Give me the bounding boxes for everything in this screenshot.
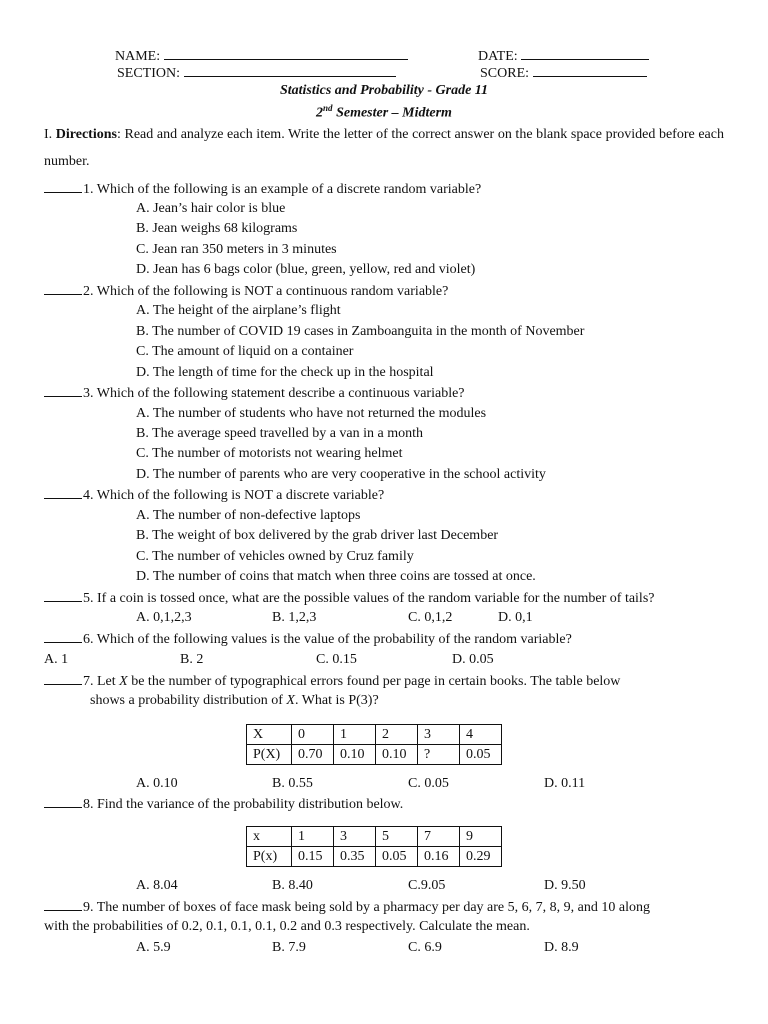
q8-option-a: A. 8.04: [136, 878, 178, 893]
semester-number: 2: [316, 105, 324, 121]
question-9-stem: 9. The number of boxes of face mask being sold by a pharmacy per day are 5, 6, 7, 8, 9, and 10 along: [83, 900, 650, 915]
answer-blank-7[interactable]: [44, 672, 82, 685]
q2-option-a: A. The height of the airplane’s flight: [136, 303, 341, 318]
table-cell: 0.10: [376, 745, 418, 765]
q6-option-b: B. 2: [180, 652, 204, 667]
table-cell: X: [247, 725, 292, 745]
question-7-stem2-b: . What is P(3)?: [294, 693, 379, 708]
q3-option-d: D. The number of parents who are very cooperative in the school activity: [136, 467, 546, 482]
q6-option-a: A. 1: [44, 652, 69, 667]
answer-blank-4[interactable]: [44, 486, 82, 499]
table-row: [247, 827, 502, 847]
table-cell: P(x): [247, 847, 292, 867]
q5-option-d: D. 0,1: [498, 610, 533, 625]
q1-option-a: A. Jean’s hair color is blue: [136, 201, 286, 216]
q2-option-d: D. The length of time for the check up in the hospital: [136, 365, 434, 380]
table-cell: 0.05: [376, 847, 418, 867]
q4-option-b: B. The weight of box delivered by the grab driver last December: [136, 528, 499, 543]
table-cell: P(X): [247, 745, 292, 765]
directions-text: : Read and analyze each item. Write the letter of the correct answer on the blank space provided before each number.: [44, 127, 724, 169]
q7-option-c: C. 0.05: [408, 776, 449, 791]
question-7-variable-2: X: [286, 693, 295, 708]
score-input-line[interactable]: [533, 64, 647, 77]
table-cell: 0.16: [418, 847, 460, 867]
question-9: [44, 898, 650, 917]
question-9-line-2: with the probabilities of 0.2, 0.1, 0.1, 0.1, 0.2 and 0.3 respectively. Calculate the mean.: [44, 919, 530, 934]
question-2-stem: 2. Which of the following is NOT a continuous random variable?: [83, 284, 449, 299]
question-5-stem: 5. If a coin is tossed once, what are the possible values of the random variable for the number of tails?: [83, 591, 655, 606]
table-row: [247, 745, 502, 765]
question-7-line-2: [90, 692, 379, 710]
table-cell: 5: [376, 827, 418, 847]
q1-option-b: B. Jean weighs 68 kilograms: [136, 221, 298, 236]
question-3-stem: 3. Which of the following statement describe a continuous variable?: [83, 386, 465, 401]
table-cell: 4: [460, 725, 502, 745]
semester-suffix: nd: [323, 103, 333, 113]
q3-option-a: A. The number of students who have not returned the modules: [136, 406, 487, 421]
question-8: [44, 795, 403, 814]
section-label: SECTION:: [117, 66, 180, 81]
table-cell: 1: [334, 725, 376, 745]
date-input-line[interactable]: [521, 47, 649, 60]
table-cell: 0.35: [334, 847, 376, 867]
table-cell: 0.29: [460, 847, 502, 867]
question-4-stem: 4. Which of the following is NOT a discrete variable?: [83, 488, 385, 503]
q7-option-b: B. 0.55: [272, 776, 313, 791]
question-6-stem: 6. Which of the following values is the value of the probability of the random variable?: [83, 632, 572, 647]
question-7-stem2-a: shows a probability distribution of: [90, 693, 287, 708]
answer-blank-1[interactable]: [44, 180, 82, 193]
question-3: [44, 384, 465, 403]
q8-option-b: B. 8.40: [272, 878, 313, 893]
table-cell: 0: [292, 725, 334, 745]
question-8-stem: 8. Find the variance of the probability distribution below.: [83, 797, 404, 812]
directions-prefix: I.: [44, 127, 56, 142]
table-cell: 3: [418, 725, 460, 745]
section-field[interactable]: [117, 64, 396, 83]
score-field[interactable]: [480, 64, 647, 83]
question-7: [44, 672, 620, 691]
q1-option-c: C. Jean ran 350 meters in 3 minutes: [136, 242, 337, 257]
q3-option-c: C. The number of motorists not wearing helmet: [136, 446, 403, 461]
question-2: [44, 282, 448, 301]
name-input-line[interactable]: [164, 47, 408, 60]
question-7-stem-a: 7. Let: [83, 674, 120, 689]
table-cell: 0.10: [334, 745, 376, 765]
semester-subtitle: [0, 99, 768, 123]
page-title: Statistics and Probability - Grade 11: [279, 83, 489, 98]
score-label: SCORE:: [480, 66, 530, 81]
table-cell: 0.15: [292, 847, 334, 867]
directions: [44, 121, 724, 175]
q8-option-c: C.9.05: [408, 878, 446, 893]
question-5: [44, 589, 654, 608]
answer-blank-2[interactable]: [44, 282, 82, 295]
answer-blank-9[interactable]: [44, 898, 82, 911]
q2-option-c: C. The amount of liquid on a container: [136, 344, 354, 359]
question-6: [44, 630, 572, 649]
q6-option-d: D. 0.05: [452, 652, 494, 667]
q9-option-a: A. 5.9: [136, 940, 171, 955]
q2-option-b: B. The number of COVID 19 cases in Zamboanguita in the month of November: [136, 324, 585, 339]
table-cell: 3: [334, 827, 376, 847]
q8-distribution-table: [246, 826, 502, 867]
q7-option-a: A. 0.10: [136, 776, 178, 791]
question-4: [44, 486, 384, 505]
answer-blank-5[interactable]: [44, 589, 82, 602]
section-input-line[interactable]: [184, 64, 396, 77]
table-row: [247, 725, 502, 745]
q1-option-d: D. Jean has 6 bags color (blue, green, yellow, red and violet): [136, 262, 476, 277]
table-cell: 0.05: [460, 745, 502, 765]
date-label: DATE:: [478, 49, 518, 64]
table-cell: 0.70: [292, 745, 334, 765]
table-cell: x: [247, 827, 292, 847]
question-7-variable: X: [119, 674, 128, 689]
q8-option-d: D. 9.50: [544, 878, 586, 893]
table-cell: 2: [376, 725, 418, 745]
q4-option-a: A. The number of non-defective laptops: [136, 508, 361, 523]
table-cell: 7: [418, 827, 460, 847]
table-cell: 9: [460, 827, 502, 847]
answer-blank-6[interactable]: [44, 630, 82, 643]
table-cell: ?: [418, 745, 460, 765]
answer-blank-3[interactable]: [44, 384, 82, 397]
answer-blank-8[interactable]: [44, 795, 82, 808]
q5-option-a: A. 0,1,2,3: [136, 610, 192, 625]
question-1-stem: 1. Which of the following is an example of a discrete random variable?: [83, 182, 482, 197]
question-1: [44, 180, 481, 199]
semester-rest: Semester – Midterm: [332, 105, 452, 121]
q6-option-c: C. 0.15: [316, 652, 357, 667]
name-label: NAME:: [115, 49, 161, 64]
question-7-stem-b: be the number of typographical errors found per page in certain books. The table below: [127, 674, 621, 689]
table-row: [247, 847, 502, 867]
q3-option-b: B. The average speed travelled by a van in a month: [136, 426, 424, 441]
q5-option-b: B. 1,2,3: [272, 610, 317, 625]
q4-option-c: C. The number of vehicles owned by Cruz family: [136, 549, 414, 564]
q5-option-c: C. 0,1,2: [408, 610, 453, 625]
q7-distribution-table: [246, 724, 502, 765]
q9-option-b: B. 7.9: [272, 940, 306, 955]
q9-option-c: C. 6.9: [408, 940, 442, 955]
directions-label: Directions: [55, 127, 117, 142]
table-cell: 1: [292, 827, 334, 847]
q7-option-d: D. 0.11: [544, 776, 586, 791]
q9-option-d: D. 8.9: [544, 940, 579, 955]
q4-option-d: D. The number of coins that match when three coins are tossed at once.: [136, 569, 536, 584]
